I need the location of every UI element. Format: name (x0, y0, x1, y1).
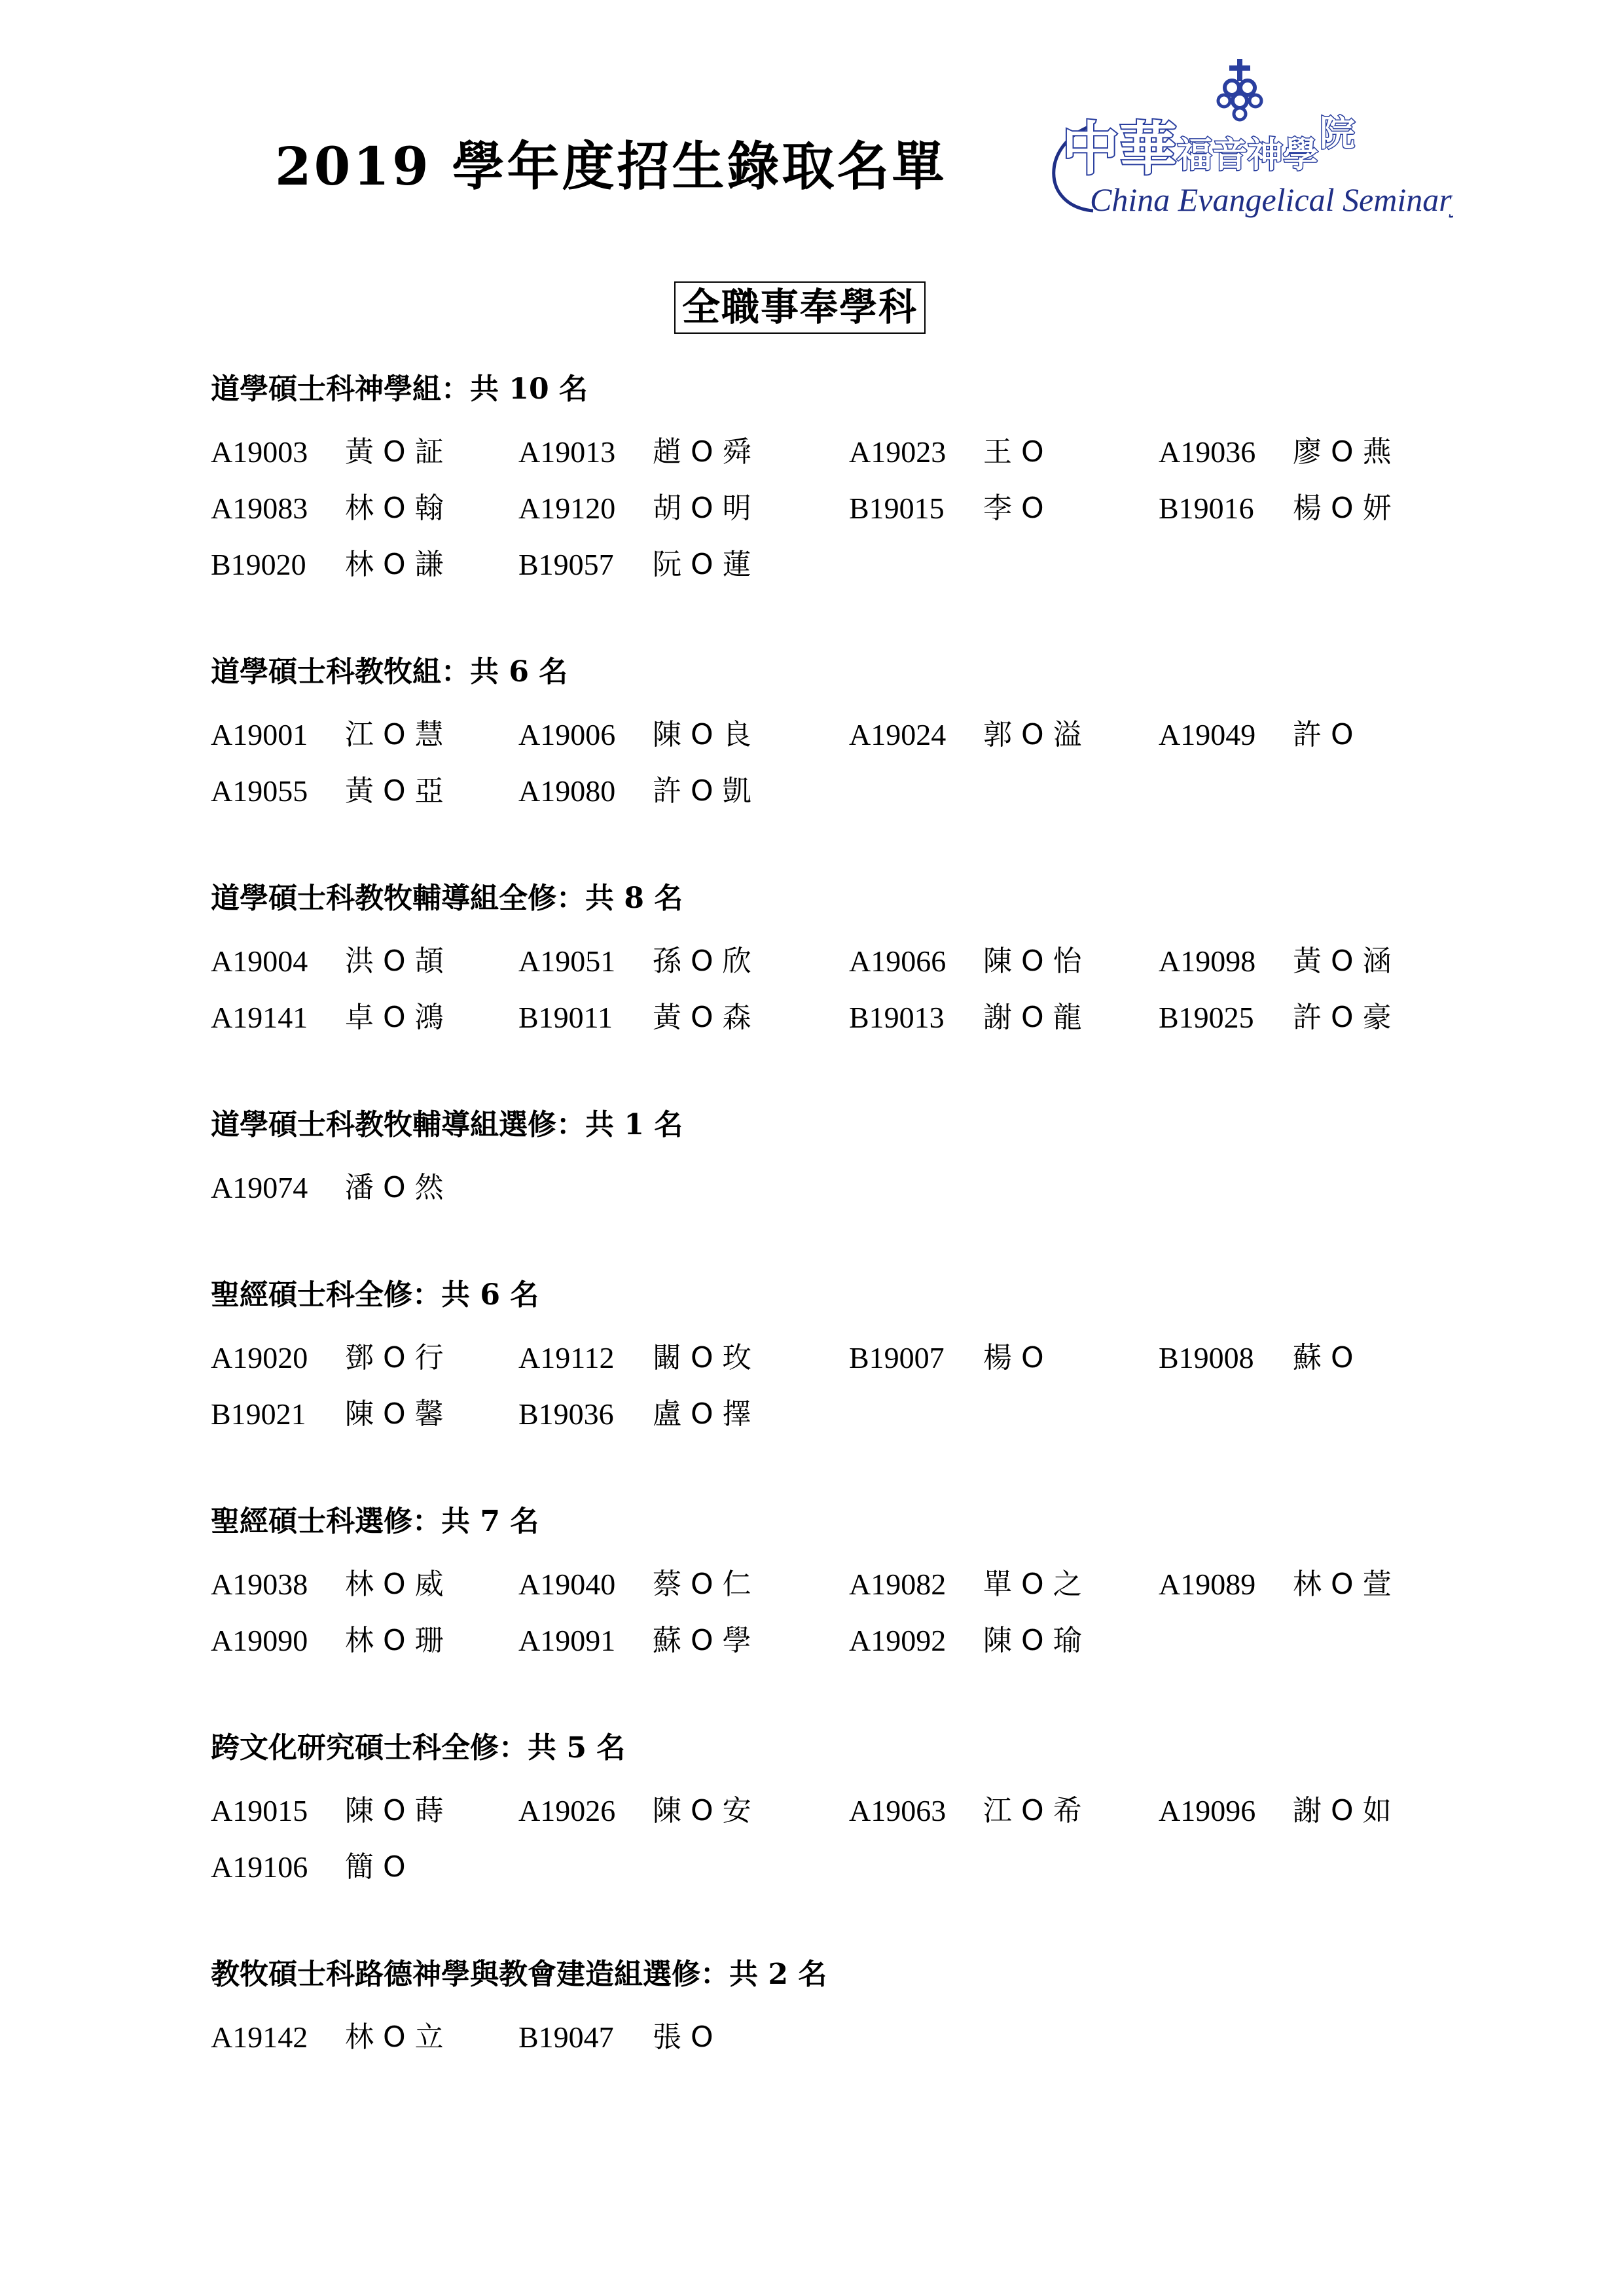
program-name: 道學碩士科教牧輔導組全修 (211, 882, 556, 915)
student-name: 許 O 凱 (653, 774, 751, 808)
student-row (211, 424, 1487, 480)
student-id: B19057 (518, 548, 614, 581)
student-name: 陳 O 瑜 (983, 1624, 1082, 1657)
student-entry (518, 707, 849, 763)
logo-cn-big: 中華 (1062, 115, 1178, 183)
student-id: A19112 (518, 1341, 615, 1374)
count-prefix: 共 (528, 1731, 567, 1765)
program-section (211, 1102, 1487, 1216)
admit-count: 6 (480, 1278, 500, 1312)
program-section (211, 1952, 1487, 2066)
student-entry (1159, 707, 1420, 763)
student-entry (1159, 933, 1420, 990)
student-id: A19063 (849, 1794, 947, 1827)
student-row (211, 537, 1487, 593)
student-name: 黃 O 亞 (345, 774, 444, 808)
student-entry (1159, 480, 1420, 537)
program-section (211, 1725, 1487, 1895)
student-entry (849, 933, 1159, 990)
program-name: 聖經碩士科選修 (211, 1505, 412, 1538)
program-section (211, 876, 1487, 1046)
student-row (211, 707, 1487, 763)
student-id: A19006 (518, 718, 616, 751)
count-prefix: 共 (470, 655, 509, 689)
student-name: 林 O 珊 (345, 1624, 444, 1657)
seminary-logo (1021, 59, 1453, 229)
student-name: 洪 O 頡 (345, 944, 444, 978)
student-id: B19007 (849, 1341, 945, 1374)
program-section (211, 367, 1487, 593)
student-id: A19023 (849, 435, 947, 469)
student-entry (849, 990, 1159, 1046)
student-row (211, 1613, 1487, 1669)
student-name: 鄧 O 行 (345, 1341, 444, 1374)
logo-cn-last: 院 (1320, 113, 1355, 154)
student-name: 林 O 立 (345, 2020, 444, 2054)
student-id: A19142 (211, 2020, 308, 2054)
student-row (211, 763, 1487, 819)
program-name: 道學碩士科教牧組 (211, 655, 441, 689)
program-heading (211, 649, 1487, 707)
student-id: A19098 (1159, 944, 1256, 978)
student-entry (211, 2009, 518, 2066)
student-row (211, 1386, 1487, 1443)
student-entry (1159, 1330, 1420, 1386)
student-entry (211, 1160, 518, 1216)
student-name: 廖 O 燕 (1293, 435, 1392, 469)
admit-count: 8 (624, 882, 644, 915)
program-name: 教牧碩士科路德神學與教會建造組選修 (211, 1958, 700, 1991)
student-name: 闞 O 玫 (653, 1341, 751, 1374)
student-row (211, 1330, 1487, 1386)
student-id: A19055 (211, 774, 308, 808)
heading-separator: ： (412, 1278, 441, 1312)
student-name: 楊 O (983, 1341, 1044, 1374)
student-entry (211, 1783, 518, 1839)
student-id: B19021 (211, 1397, 306, 1431)
logo-cn-small: 福音神學 (1177, 134, 1318, 175)
student-id: A19066 (849, 944, 947, 978)
student-id: A19026 (518, 1794, 616, 1827)
program-section (211, 1499, 1487, 1669)
student-id: A19001 (211, 718, 308, 751)
student-entry (849, 1556, 1159, 1613)
student-id: A19038 (211, 1568, 308, 1601)
student-row (211, 1556, 1487, 1613)
student-entry (211, 1556, 518, 1613)
student-name: 林 O 萱 (1293, 1568, 1392, 1601)
program-section (211, 1272, 1487, 1443)
student-name: 謝 O 龍 (983, 1001, 1082, 1034)
student-id: B19025 (1159, 1001, 1254, 1034)
program-heading (211, 1272, 1487, 1330)
student-name: 陳 O 良 (653, 718, 751, 751)
count-prefix: 共 (470, 372, 509, 406)
student-name: 蘇 O (1293, 1341, 1354, 1374)
admit-count: 7 (480, 1505, 500, 1538)
student-name: 黃 O 涵 (1293, 944, 1392, 978)
student-name: 陳 O 馨 (345, 1397, 444, 1431)
student-entry (211, 1839, 518, 1895)
student-id: A19003 (211, 435, 308, 469)
student-entry (518, 2009, 849, 2066)
student-entry (518, 537, 849, 593)
student-name: 陳 O 怡 (983, 944, 1082, 978)
student-id: A19020 (211, 1341, 308, 1374)
student-id: B19008 (1159, 1341, 1254, 1374)
student-entry (849, 707, 1159, 763)
student-id: A19091 (518, 1624, 616, 1657)
student-id: B19036 (518, 1397, 614, 1431)
program-section (211, 649, 1487, 819)
student-name: 張 O (653, 2020, 713, 2054)
student-entry (518, 990, 849, 1046)
student-id: A19120 (518, 492, 616, 525)
department-heading: 全職事奉學科 (674, 281, 926, 334)
admission-list (211, 367, 1487, 2122)
student-id: A19036 (1159, 435, 1256, 469)
student-entry (211, 933, 518, 990)
page-title: 2019 學年度招生錄取名單 (275, 135, 947, 197)
count-prefix: 共 (585, 882, 624, 915)
student-id: B19015 (849, 492, 945, 525)
student-id: A19040 (518, 1568, 616, 1601)
student-id: A19092 (849, 1624, 947, 1657)
program-heading (211, 1499, 1487, 1556)
student-entry (518, 1556, 849, 1613)
student-row (211, 933, 1487, 990)
heading-separator: ： (556, 1108, 585, 1141)
student-entry (849, 1783, 1159, 1839)
program-name: 跨文化研究碩士科全修 (211, 1731, 499, 1765)
student-entry (518, 424, 849, 480)
count-prefix: 共 (729, 1958, 768, 1991)
heading-separator: ： (441, 372, 470, 406)
student-entry (211, 990, 518, 1046)
student-entry (849, 1330, 1159, 1386)
student-id: B19020 (211, 548, 306, 581)
student-name: 江 O 希 (983, 1794, 1082, 1827)
student-name: 黃 O 証 (345, 435, 444, 469)
student-id: A19074 (211, 1171, 308, 1204)
student-entry (211, 1613, 518, 1669)
count-suffix: 名 (499, 1505, 539, 1538)
program-name: 聖經碩士科全修 (211, 1278, 412, 1312)
student-name: 簡 O (345, 1850, 406, 1884)
student-name: 郭 O 溢 (983, 718, 1082, 751)
student-entry (211, 1386, 518, 1443)
student-name: 陳 O 蒔 (345, 1794, 444, 1827)
student-name: 林 O 謙 (345, 548, 444, 581)
student-name: 蔡 O 仁 (653, 1568, 751, 1601)
student-entry (211, 480, 518, 537)
student-id: A19004 (211, 944, 308, 978)
program-name: 道學碩士科神學組 (211, 372, 441, 406)
program-heading (211, 876, 1487, 933)
student-row (211, 480, 1487, 537)
heading-separator: ： (412, 1505, 441, 1538)
heading-separator: ： (441, 655, 470, 689)
count-suffix: 名 (549, 372, 588, 406)
student-name: 林 O 威 (345, 1568, 444, 1601)
student-entry (518, 1330, 849, 1386)
count-prefix: 共 (441, 1505, 480, 1538)
logo-english-name: China Evangelical Seminary (1090, 181, 1453, 218)
student-id: B19047 (518, 2020, 614, 2054)
student-entry (518, 480, 849, 537)
heading-separator: ： (700, 1958, 729, 1991)
student-id: A19049 (1159, 718, 1256, 751)
student-entry (1159, 1783, 1420, 1839)
student-row (211, 990, 1487, 1046)
student-id: A19106 (211, 1850, 308, 1884)
student-row (211, 1783, 1487, 1839)
student-name: 趙 O 舜 (653, 435, 751, 469)
count-suffix: 名 (643, 882, 683, 915)
student-entry (1159, 424, 1420, 480)
student-name: 阮 O 蓮 (653, 548, 751, 581)
count-suffix: 名 (586, 1731, 626, 1765)
student-id: A19024 (849, 718, 947, 751)
count-suffix: 名 (787, 1958, 827, 1991)
count-prefix: 共 (441, 1278, 480, 1312)
student-entry (518, 1783, 849, 1839)
student-entry (211, 1330, 518, 1386)
count-prefix: 共 (585, 1108, 624, 1141)
student-id: A19013 (518, 435, 616, 469)
student-entry (518, 763, 849, 819)
student-entry (518, 1386, 849, 1443)
student-name: 卓 O 鴻 (345, 1001, 444, 1034)
student-id: A19090 (211, 1624, 308, 1657)
student-entry (211, 424, 518, 480)
student-name: 許 O 豪 (1293, 1001, 1392, 1034)
admit-count: 10 (509, 372, 549, 406)
student-entry (849, 1613, 1159, 1669)
student-name: 孫 O 欣 (653, 944, 751, 978)
student-id: A19089 (1159, 1568, 1256, 1601)
student-name: 單 O 之 (983, 1568, 1082, 1601)
cross-grapes-icon (1218, 59, 1261, 120)
student-id: A19051 (518, 944, 616, 978)
program-heading (211, 1725, 1487, 1783)
student-name: 林 O 翰 (345, 492, 444, 525)
student-name: 江 O 慧 (345, 718, 444, 751)
student-id: B19011 (518, 1001, 613, 1034)
program-heading (211, 1952, 1487, 2009)
program-heading (211, 367, 1487, 424)
student-entry (849, 424, 1159, 480)
student-entry (518, 933, 849, 990)
student-name: 盧 O 擇 (653, 1397, 751, 1431)
student-id: A19082 (849, 1568, 947, 1601)
student-entry (211, 537, 518, 593)
student-id: A19015 (211, 1794, 308, 1827)
student-id: A19096 (1159, 1794, 1256, 1827)
admit-count: 6 (509, 655, 529, 689)
admit-count: 2 (768, 1958, 788, 1991)
heading-separator: ： (499, 1731, 528, 1765)
student-row (211, 1839, 1487, 1895)
student-id: A19141 (211, 1001, 308, 1034)
student-name: 蘇 O 學 (653, 1624, 751, 1657)
student-row (211, 2009, 1487, 2066)
student-id: B19013 (849, 1001, 945, 1034)
student-entry (1159, 1556, 1420, 1613)
student-name: 黃 O 森 (653, 1001, 751, 1034)
student-entry (1159, 990, 1420, 1046)
admit-count: 1 (624, 1108, 644, 1141)
student-name: 楊 O 妍 (1293, 492, 1392, 525)
student-id: B19016 (1159, 492, 1254, 525)
student-entry (211, 707, 518, 763)
heading-separator: ： (556, 882, 585, 915)
student-entry (849, 480, 1159, 537)
student-name: 王 O (983, 435, 1044, 469)
count-suffix: 名 (499, 1278, 539, 1312)
student-name: 謝 O 如 (1293, 1794, 1392, 1827)
student-entry (211, 763, 518, 819)
student-name: 許 O (1293, 718, 1354, 751)
count-suffix: 名 (643, 1108, 683, 1141)
logo-graphic (1021, 59, 1453, 229)
count-suffix: 名 (528, 655, 568, 689)
student-entry (518, 1613, 849, 1669)
admit-count: 5 (566, 1731, 586, 1765)
student-id: A19080 (518, 774, 616, 808)
student-row (211, 1160, 1487, 1216)
student-id: A19083 (211, 492, 308, 525)
student-name: 李 O (983, 492, 1044, 525)
student-name: 胡 O 明 (653, 492, 751, 525)
student-name: 潘 O 然 (345, 1171, 444, 1204)
program-heading (211, 1102, 1487, 1160)
student-name: 陳 O 安 (653, 1794, 751, 1827)
program-name: 道學碩士科教牧輔導組選修 (211, 1108, 556, 1141)
